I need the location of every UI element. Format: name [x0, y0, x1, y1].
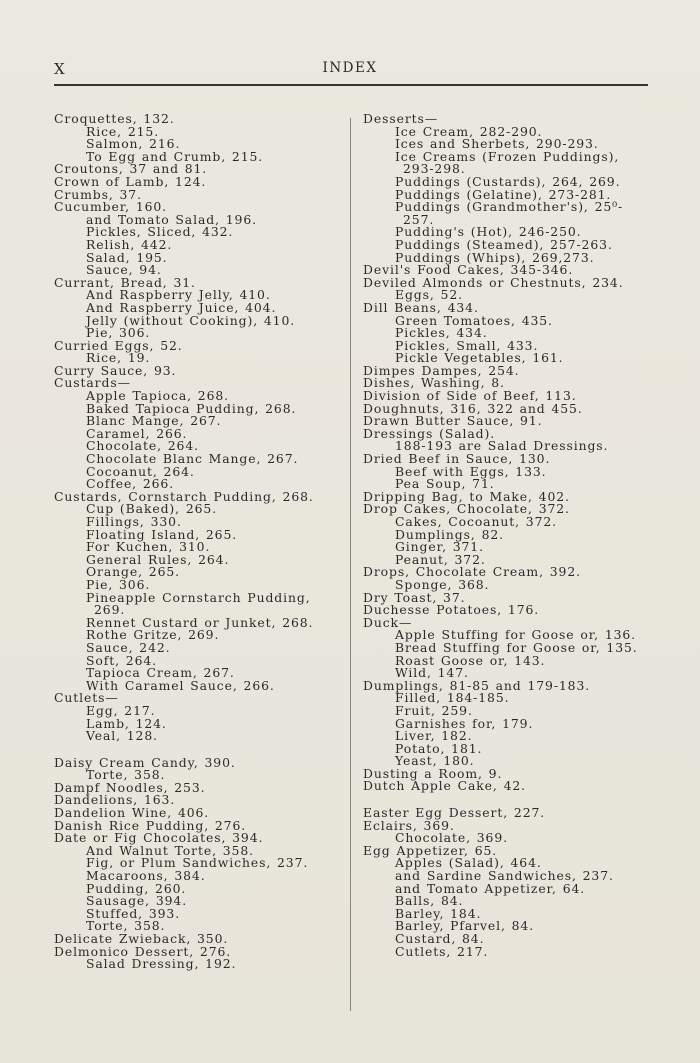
- index-subentry: Dumplings, 82.: [395, 526, 504, 542]
- index-entry: Delmonico Dessert, 276.: [54, 943, 232, 959]
- index-subentry: Chocolate, 369.: [395, 830, 508, 846]
- index-entry: Cutlets—: [54, 690, 119, 706]
- index-entry: Duck—: [363, 614, 413, 630]
- index-subentry: Pie, 306.: [86, 576, 151, 592]
- index-entry: Drops, Chocolate Cream, 392.: [363, 564, 581, 580]
- index-subentry: General Rules, 264.: [86, 551, 230, 567]
- index-entry: Dampf Noodles, 253.: [54, 779, 206, 795]
- index-subentry: Pineapple Cornstarch Pudding,: [86, 589, 311, 605]
- index-entry: Daisy Cream Candy, 390.: [54, 754, 236, 770]
- index-entry: Croutons, 37 and 81.: [54, 161, 208, 177]
- index-subentry: With Caramel Sauce, 266.: [86, 677, 275, 693]
- index-subentry: Barley, 184.: [395, 905, 482, 921]
- index-subentry: Cakes, Cocoanut, 372.: [395, 514, 557, 529]
- index-entry: Doughnuts, 316, 322 and 455.: [363, 400, 583, 416]
- index-entry: Devil's Food Cakes, 345-346.: [363, 262, 574, 278]
- index-entry: Cucumber, 160.: [54, 199, 168, 215]
- index-subentry: Yeast, 180.: [395, 753, 475, 769]
- index-subentry: Rice, 19.: [86, 350, 151, 366]
- index-subentry: and Tomato Salad, 196.: [86, 211, 257, 227]
- header-rule: [54, 84, 648, 86]
- index-subentry: Pie, 306.: [86, 325, 151, 341]
- index-entry: Eclairs, 369.: [363, 817, 455, 833]
- page-header: [0, 60, 700, 80]
- index-entry: Dimpes Dampes, 254.: [363, 362, 520, 378]
- index-subentry: Jelly (without Cooking), 410.: [86, 312, 296, 328]
- index-entry: Dill Beans, 434.: [363, 299, 479, 315]
- index-subentry: Tapioca Cream, 267.: [86, 665, 235, 681]
- index-entry: Date or Fig Chocolates, 394.: [54, 830, 264, 846]
- index-subentry: Ices and Sherbets, 290-293.: [395, 136, 599, 152]
- index-entry: Drawn Butter Sauce, 91.: [363, 413, 543, 429]
- index-subentry: Puddings (Gelatine), 273-281.: [395, 186, 612, 202]
- index-entry: Delicate Zwieback, 350.: [54, 931, 229, 946]
- index-subentry: And Walnut Torte, 358.: [86, 842, 254, 858]
- index-entry: Deviled Almonds or Chestnuts, 234.: [363, 274, 624, 290]
- index-subentry: Apple Stuffing for Goose or, 136.: [395, 627, 637, 643]
- index-subentry: Ice Cream, 282-290.: [395, 123, 543, 139]
- index-entry: Division of Side of Beef, 113.: [363, 388, 577, 404]
- index-subentry: Rothe Gritze, 269.: [86, 627, 220, 643]
- index-subentry: Fig, or Plum Sandwiches, 237.: [86, 855, 309, 871]
- index-column-left: [54, 113, 346, 971]
- index-subentry: Salad, 195.: [86, 249, 168, 265]
- index-entry: Dried Beef in Sauce, 130.: [363, 451, 551, 467]
- index-subentry: Soft, 264.: [86, 652, 157, 668]
- index-entry: Desserts—: [363, 111, 439, 126]
- index-entry: Custards, Cornstarch Pudding, 268.: [54, 488, 314, 504]
- index-subentry: Pickles, Small, 433.: [395, 337, 539, 353]
- index-subentry: Veal, 128.: [86, 728, 158, 744]
- index-subentry: Eggs, 52.: [395, 287, 463, 303]
- index-subentry: Garnishes for, 179.: [395, 715, 534, 731]
- index-subentry: Blanc Mange, 267.: [86, 413, 222, 429]
- index-subentry: Wild, 147.: [395, 665, 469, 681]
- index-subentry: 269.: [94, 602, 126, 618]
- index-subentry: Salad Dressing, 192.: [86, 956, 237, 972]
- index-subentry: 257.: [403, 211, 435, 227]
- index-subentry: Torte, 358.: [86, 767, 166, 783]
- index-entry: Dripping Bag, to Make, 402.: [363, 488, 570, 504]
- index-subentry: Sponge, 368.: [395, 576, 490, 592]
- index-subentry: Pudding's (Hot), 246-250.: [395, 224, 582, 240]
- index-subentry: For Kuchen, 310.: [86, 539, 211, 555]
- index-subentry: Relish, 442.: [86, 236, 173, 252]
- index-subentry: Puddings (Grandmother's), 25⁰-: [395, 199, 624, 215]
- index-subentry: Chocolate, 264.: [86, 438, 199, 454]
- index-subentry: Apples (Salad), 464.: [395, 855, 542, 871]
- index-subentry: Balls, 84.: [395, 893, 464, 909]
- index-entry: Egg Appetizer, 65.: [363, 842, 498, 858]
- index-subentry: Puddings (Custards), 264, 269.: [395, 173, 621, 189]
- index-subentry: Roast Goose or, 143.: [395, 652, 546, 668]
- index-entry: Dandelions, 163.: [54, 792, 176, 808]
- index-subentry: Fillings, 330.: [86, 514, 182, 529]
- index-subentry: Ice Creams (Frozen Puddings),: [395, 148, 620, 164]
- index-subentry: Cutlets, 217.: [395, 943, 489, 959]
- index-subentry: To Egg and Crumb, 215.: [86, 148, 264, 164]
- index-subentry: Floating Island, 265.: [86, 526, 238, 542]
- index-entry: Crown of Lamb, 124.: [54, 173, 207, 189]
- index-subentry: Baked Tapioca Pudding, 268.: [86, 400, 297, 416]
- index-subentry: Barley, Pfarvel, 84.: [395, 918, 535, 934]
- index-subentry: 293-298.: [403, 161, 466, 177]
- index-entry: Dutch Apple Cake, 42.: [363, 778, 526, 794]
- index-subentry: Chocolate Blanc Mange, 267.: [86, 451, 299, 467]
- index-entry: Dusting a Room, 9.: [363, 765, 503, 781]
- index-entry: Easter Egg Dessert, 227.: [363, 805, 546, 821]
- index-subentry: Sauce, 94.: [86, 262, 162, 278]
- index-subentry: Orange, 265.: [86, 564, 180, 580]
- index-subentry: Cocoanut, 264.: [86, 463, 195, 479]
- index-subentry: Bread Stuffing for Goose or, 135.: [395, 639, 638, 655]
- running-head-title: INDEX: [322, 60, 378, 76]
- index-subentry: And Raspberry Juice, 404.: [86, 299, 277, 315]
- index-entry: Dishes, Washing, 8.: [363, 375, 505, 391]
- index-subentry: and Sardine Sandwiches, 237.: [395, 868, 614, 884]
- index-subentry: Puddings (Steamed), 257-263.: [395, 236, 613, 252]
- index-subentry: Rice, 215.: [86, 123, 160, 139]
- index-entry: Dumplings, 81-85 and 179-183.: [363, 677, 591, 693]
- index-entry: Croquettes, 132.: [54, 111, 175, 126]
- index-subentry: Custard, 84.: [395, 931, 485, 946]
- index-subentry: And Raspberry Jelly, 410.: [86, 287, 271, 303]
- index-entry: Drop Cakes, Chocolate, 372.: [363, 501, 570, 517]
- index-subentry: Caramel, 266.: [86, 425, 188, 441]
- index-subentry: Pickles, Sliced, 432.: [86, 224, 234, 240]
- index-subentry: Pudding, 260.: [86, 880, 187, 896]
- index-subentry: Salmon, 216.: [86, 136, 181, 152]
- index-entry: Dry Toast, 37.: [363, 589, 466, 605]
- index-entry: Curried Eggs, 52.: [54, 337, 183, 353]
- index-subentry: Sausage, 394.: [86, 893, 188, 909]
- index-subentry: 188-193 are Salad Dressings.: [395, 438, 609, 454]
- index-subentry: Beef with Eggs, 133.: [395, 463, 547, 479]
- index-entry: Crumbs, 37.: [54, 186, 142, 202]
- index-entry: Duchesse Potatoes, 176.: [363, 602, 540, 618]
- index-subentry: Sauce, 242.: [86, 639, 171, 655]
- index-column-right: [363, 113, 653, 958]
- index-entry: Danish Rice Pudding, 276.: [54, 817, 247, 833]
- index-entry: Curry Sauce, 93.: [54, 362, 177, 378]
- index-subentry: Rennet Custard or Junket, 268.: [86, 614, 314, 630]
- index-entry: Dressings (Salad).: [363, 425, 496, 441]
- index-entry: Custards—: [54, 375, 131, 391]
- page-number: X: [54, 60, 66, 78]
- index-subentry: Apple Tapioca, 268.: [86, 388, 229, 404]
- index-subentry: Puddings (Whips), 269,273.: [395, 249, 595, 265]
- column-divider: [350, 118, 351, 1011]
- index-subentry: Stuffed, 393.: [86, 905, 181, 921]
- index-subentry: Green Tomatoes, 435.: [395, 312, 553, 328]
- index-subentry: Pea Soup, 71.: [395, 476, 495, 492]
- index-entry: Dandelion Wine, 406.: [54, 805, 210, 821]
- index-subentry: Ginger, 371.: [395, 539, 484, 555]
- index-subentry: and Tomato Appetizer, 64.: [395, 880, 586, 896]
- index-subentry: Peanut, 372.: [395, 551, 486, 567]
- index-subentry: Fruit, 259.: [395, 702, 473, 718]
- index-subentry: Cup (Baked), 265.: [86, 501, 218, 517]
- index-subentry: Torte, 358.: [86, 918, 166, 934]
- index-subentry: Macaroons, 384.: [86, 868, 206, 884]
- index-subentry: Lamb, 124.: [86, 715, 167, 731]
- index-subentry: Filled, 184-185.: [395, 690, 510, 706]
- index-subentry: Liver, 182.: [395, 728, 473, 744]
- index-subentry: Pickle Vegetables, 161.: [395, 350, 564, 366]
- index-subentry: Coffee, 266.: [86, 476, 175, 492]
- index-subentry: Pickles, 434.: [395, 325, 488, 341]
- index-entry: Currant, Bread, 31.: [54, 274, 196, 290]
- index-subentry: Egg, 217.: [86, 702, 156, 718]
- index-subentry: Potato, 181.: [395, 740, 483, 756]
